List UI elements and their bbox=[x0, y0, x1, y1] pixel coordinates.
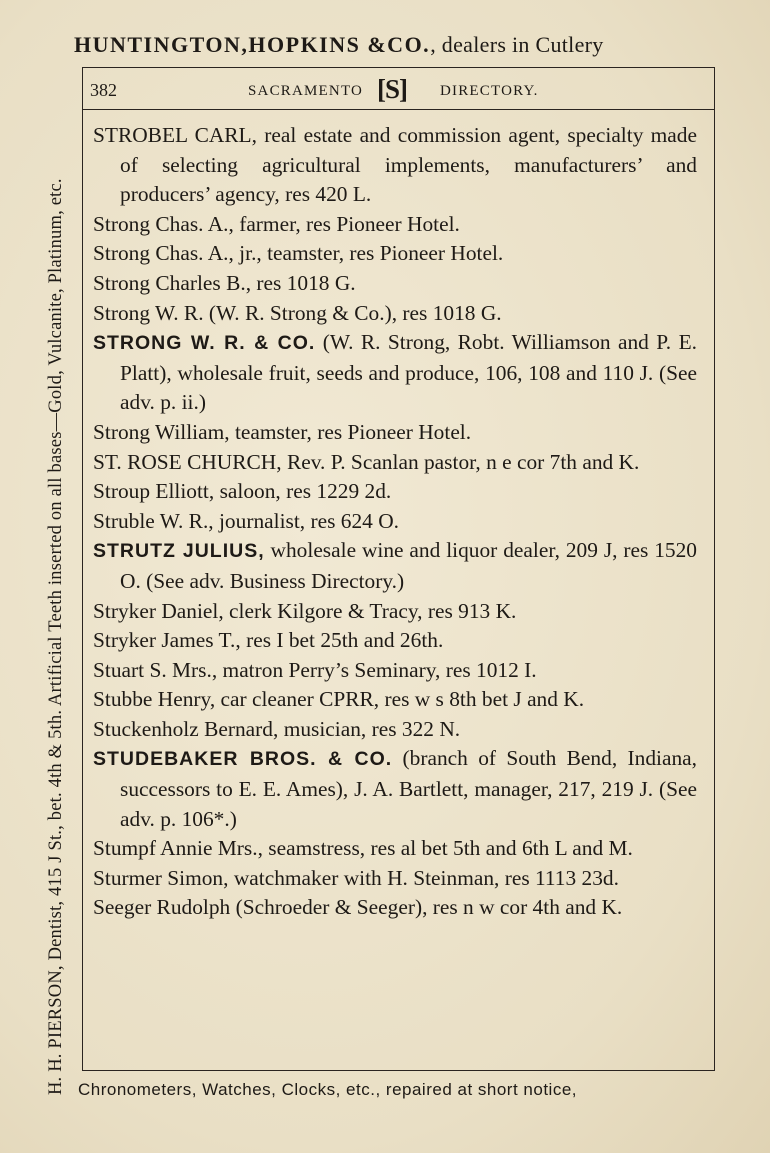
directory-entry bbox=[93, 685, 697, 715]
entry-name: STRUTZ JULIUS, bbox=[93, 540, 265, 563]
entry-details: res 1018 G. bbox=[251, 270, 356, 295]
directory-entry bbox=[93, 834, 697, 864]
entry-name: Seeger Rudolph bbox=[93, 895, 231, 920]
directory-entry bbox=[93, 626, 697, 656]
directory-entry bbox=[93, 210, 697, 240]
directory-entry bbox=[93, 656, 697, 686]
entry-name: Sturmer Simon, bbox=[93, 865, 229, 890]
directory-entry bbox=[93, 477, 697, 507]
directory-entry bbox=[93, 239, 697, 269]
entry-name: Stryker Daniel, bbox=[93, 598, 224, 623]
entry-details: (W. R. Strong, Robt. Williamson and P. E. Platt), wholesale fruit, seeds and produce, 106, 108 and 110 J. (See adv. p. ii.) bbox=[120, 330, 697, 415]
bottom-advertisement: Chronometers, Watches, Clocks, etc., repaired at short notice, bbox=[78, 1080, 578, 1099]
entry-name: ST. ROSE CHURCH, bbox=[93, 449, 282, 474]
entry-details: (branch of South Bend, Indiana, successors to E. E. Ames), J. A. Bartlett, manager, 217, 219 J. (See adv. p. 106*.) bbox=[120, 746, 698, 831]
directory-entry bbox=[93, 893, 697, 923]
section-letter: [S] bbox=[377, 74, 407, 104]
entry-name: Strong William, bbox=[93, 419, 230, 444]
directory-entry bbox=[93, 536, 697, 596]
entry-details: saloon, res 1229 2d. bbox=[214, 479, 392, 504]
entry-name: Stubbe Henry, bbox=[93, 687, 216, 712]
entry-details: matron Perry’s Seminary, res 1012 I. bbox=[217, 657, 537, 682]
directory-entry bbox=[93, 121, 697, 210]
directory-entry bbox=[93, 328, 697, 418]
entry-name: Stryker James T., bbox=[93, 628, 241, 653]
entry-name: STROBEL CARL, bbox=[93, 123, 257, 147]
entry-name: Stuckenholz Bernard, bbox=[93, 716, 279, 741]
side-advertisement: H. H. PIERSON, Dentist, 415 J St., bet. 4th & 5th. Artificial Teeth inserted on all bases—Gold, Vulcanite, Platinum, etc. bbox=[46, 178, 66, 1095]
advertiser-text: , dealers in Cutlery bbox=[430, 32, 604, 57]
entry-name: STRONG W. R. & CO. bbox=[93, 332, 316, 355]
entry-details: farmer, res Pioneer Hotel. bbox=[233, 211, 460, 236]
entry-details: Rev. P. Scanlan pastor, n e cor 7th and K. bbox=[281, 449, 640, 474]
directory-entry bbox=[93, 864, 697, 894]
running-head bbox=[90, 76, 710, 106]
entry-name: Strong Charles B., bbox=[93, 270, 252, 295]
header-rule bbox=[82, 109, 715, 110]
entry-name: Struble W. R., bbox=[93, 508, 214, 533]
entry-details: clerk Kilgore & Tracy, res 913 K. bbox=[223, 598, 517, 623]
entry-name: Strong Chas. A., bbox=[93, 211, 234, 236]
entry-details: car cleaner CPRR, res w s 8th bet J and K. bbox=[215, 687, 585, 712]
directory-entry bbox=[93, 744, 697, 834]
entry-details: watchmaker with H. Steinman, res 1113 23d. bbox=[228, 865, 619, 890]
entry-details: musician, res 322 N. bbox=[278, 716, 461, 741]
directory-entry bbox=[93, 418, 697, 448]
top-advertisement bbox=[74, 32, 724, 58]
directory-entry bbox=[93, 269, 697, 299]
directory-entries bbox=[93, 121, 697, 923]
entry-details: journalist, res 624 O. bbox=[213, 508, 400, 533]
directory-entry bbox=[93, 299, 697, 329]
running-head-city: SACRAMENTO bbox=[248, 83, 364, 99]
running-head-directory: DIRECTORY. bbox=[440, 83, 539, 99]
entry-details: teamster, res Pioneer Hotel. bbox=[261, 241, 504, 266]
entry-name: Stuart S. Mrs., bbox=[93, 657, 218, 682]
entry-details: (Schroeder & Seeger), res n w cor 4th and K. bbox=[230, 895, 623, 920]
entry-details: real estate and commission agent, specialty made of selecting agricultural implements, manufacturers’ and producers’ agency, res 420 L. bbox=[120, 123, 697, 207]
directory-entry bbox=[93, 507, 697, 537]
entry-name: Strong W. R. bbox=[93, 300, 204, 325]
entry-name: Stroup Elliott, bbox=[93, 479, 215, 504]
page-number: 382 bbox=[90, 80, 117, 100]
entry-details: res I bet 25th and 26th. bbox=[240, 628, 444, 653]
directory-entry bbox=[93, 597, 697, 627]
entry-details: seamstress, res al bet 5th and 6th L and M. bbox=[262, 836, 633, 861]
entry-details: teamster, res Pioneer Hotel. bbox=[229, 419, 472, 444]
directory-entry bbox=[93, 448, 697, 478]
entry-name: Strong Chas. A., jr., bbox=[93, 241, 262, 266]
directory-entry bbox=[93, 715, 697, 745]
advertiser-name: HUNTINGTON,HOPKINS &CO. bbox=[74, 32, 431, 57]
entry-details: wholesale wine and liquor dealer, 209 J, res 1520 O. (See adv. Business Directory.) bbox=[120, 538, 697, 593]
entry-name: Stumpf Annie Mrs., bbox=[93, 836, 263, 861]
entry-name: STUDEBAKER BROS. & CO. bbox=[93, 748, 393, 771]
entry-details: (W. R. Strong & Co.), res 1018 G. bbox=[203, 300, 502, 325]
